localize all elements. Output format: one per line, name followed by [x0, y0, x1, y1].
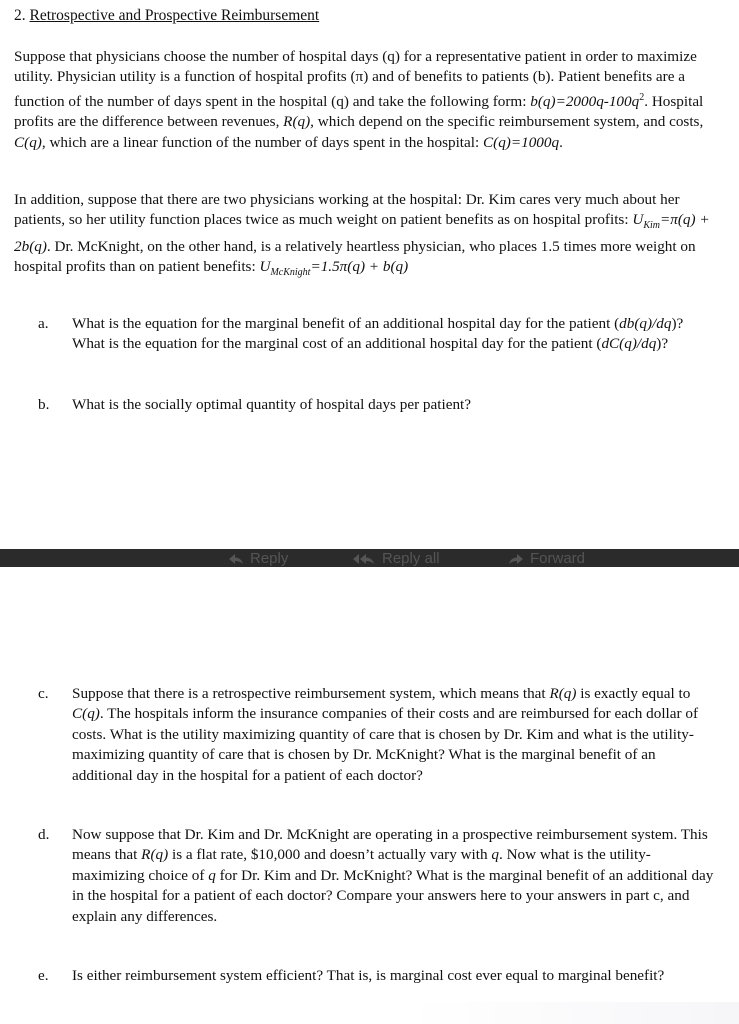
intro-paragraph [14, 47, 716, 153]
question-c-text-1: Suppose that there is a retrospective reimbursement system, which means that [72, 685, 550, 702]
section-title: Retrospective and Prospective Reimbursement [29, 7, 320, 24]
kim-utility-symbol: U [632, 211, 644, 229]
forward-button[interactable] [508, 550, 585, 567]
question-a-text-2: )? What is the equation for the marginal cost of an additional hospital day for the patient ( [72, 315, 684, 353]
physicians-text-2: . Dr. McKnight, on the other hand, is a relatively heartless physician, who places 1.5 times more weight on hospital profits than on patient benefits: [14, 237, 696, 276]
quantity-symbol-d1: q [491, 846, 499, 864]
question-d-text-2: is a flat rate, $10,000 and doesn’t actually vary with [168, 846, 492, 864]
forward-arrow-icon [508, 553, 524, 565]
question-c-text-2: is exactly equal to [576, 685, 691, 702]
question-d-label: d. [38, 826, 50, 843]
reply-all-arrow-icon [352, 553, 376, 565]
reply-arrow-icon [228, 553, 244, 565]
cost-symbol-c: C(q) [72, 705, 100, 723]
question-d [38, 825, 718, 927]
question-d-text-4: for Dr. Kim and Dr. McKnight? What is the marginal benefit of an additional day in the hospital for a patient of each doctor? Compare your answers here to your answers in part c, and explain any differences. [72, 866, 714, 925]
cost-formula: C(q)=1000q [483, 133, 560, 151]
intro-text-4: , which are a linear function of the number of days spent in the hospital: [41, 133, 484, 151]
question-b-label: b. [38, 396, 50, 413]
intro-text-5: . [559, 133, 563, 151]
question-b [38, 395, 718, 415]
question-d-text-3: . Now what is the utility-maximizing choice of [72, 846, 651, 884]
kim-utility-subscript: Kim [643, 220, 660, 232]
question-b-text: What is the socially optimal quantity of hospital days per patient? [72, 396, 471, 413]
kim-utility-formula: =π(q) + 2b(q) [14, 211, 710, 255]
reply-all-button[interactable] [352, 550, 440, 567]
marginal-cost-expression: dC(q)/dq [601, 335, 657, 353]
mcknight-utility-symbol: U [259, 258, 271, 276]
question-a-text-1: What is the equation for the marginal benefit of an additional hospital day for the patient ( [72, 315, 620, 332]
question-e-label: e. [38, 967, 49, 984]
revenue-symbol-c: R(q) [549, 685, 577, 702]
intro-text-3: , which depend on the specific reimbursement system, and costs, [310, 113, 704, 131]
cost-symbol: C(q) [14, 133, 42, 151]
mcknight-utility-formula: =1.5π(q) + b(q) [310, 258, 409, 276]
section-number: 2. [14, 7, 26, 24]
intro-text-2: . Hospital profits are the difference between revenues, [14, 92, 704, 131]
physicians-text-1: In addition, suppose that there are two physicians working at the hospital: Dr. Kim cares very much about her patients, so her utility function places twice as much weight on patient benefits as on hospital profits: [14, 191, 680, 229]
physicians-paragraph [14, 190, 716, 284]
benefit-formula: b(q)=2000q-100q [530, 92, 640, 110]
section-heading [14, 7, 319, 25]
question-a-label: a. [38, 315, 49, 332]
forward-button-label: Forward [530, 550, 586, 567]
question-e [38, 966, 718, 986]
benefit-formula-exponent: 2 [639, 91, 645, 103]
question-a [38, 314, 718, 355]
reply-all-button-label: Reply all [382, 550, 440, 567]
email-action-toolbar [0, 549, 739, 567]
mcknight-utility-subscript: McKnight [270, 267, 311, 279]
question-d-text-1: Now suppose that Dr. Kim and Dr. McKnight are operating in a prospective reimbursement system. This means that [72, 826, 708, 864]
revenue-symbol-d: R(q) [141, 846, 169, 864]
question-e-text: Is either reimbursement system efficient? That is, is marginal cost ever equal to marginal benefit? [72, 967, 665, 984]
marginal-benefit-expression: db(q)/dq [619, 315, 672, 332]
bottom-edge-shadow [409, 1002, 739, 1024]
question-c [38, 684, 718, 786]
revenue-symbol: R(q) [283, 113, 311, 131]
question-c-text-3: . The hospitals inform the insurance companies of their costs and are reimbursed for each dollar of costs. What is the utility maximizing quantity of care that is chosen by Dr. Kim and what is the utility-maximizing quantity of care that is chosen by Dr. McKnight? What is the marginal benefit of an additional day in the hospital for a patient of each doctor? [72, 705, 699, 784]
question-c-label: c. [38, 685, 49, 702]
intro-text-1: Suppose that physicians choose the number of hospital days (q) for a representative patient in order to maximize utility. Physician utility is a function of hospital profits (π) and of benefits to patients (b). Patient benefits are a function of the number of days spent in the hospital (q) and take the following form: [14, 48, 697, 110]
reply-button[interactable] [228, 550, 288, 567]
quantity-symbol-d2: q [208, 866, 216, 884]
reply-button-label: Reply [250, 550, 289, 567]
question-a-text-3: )? [656, 335, 669, 353]
